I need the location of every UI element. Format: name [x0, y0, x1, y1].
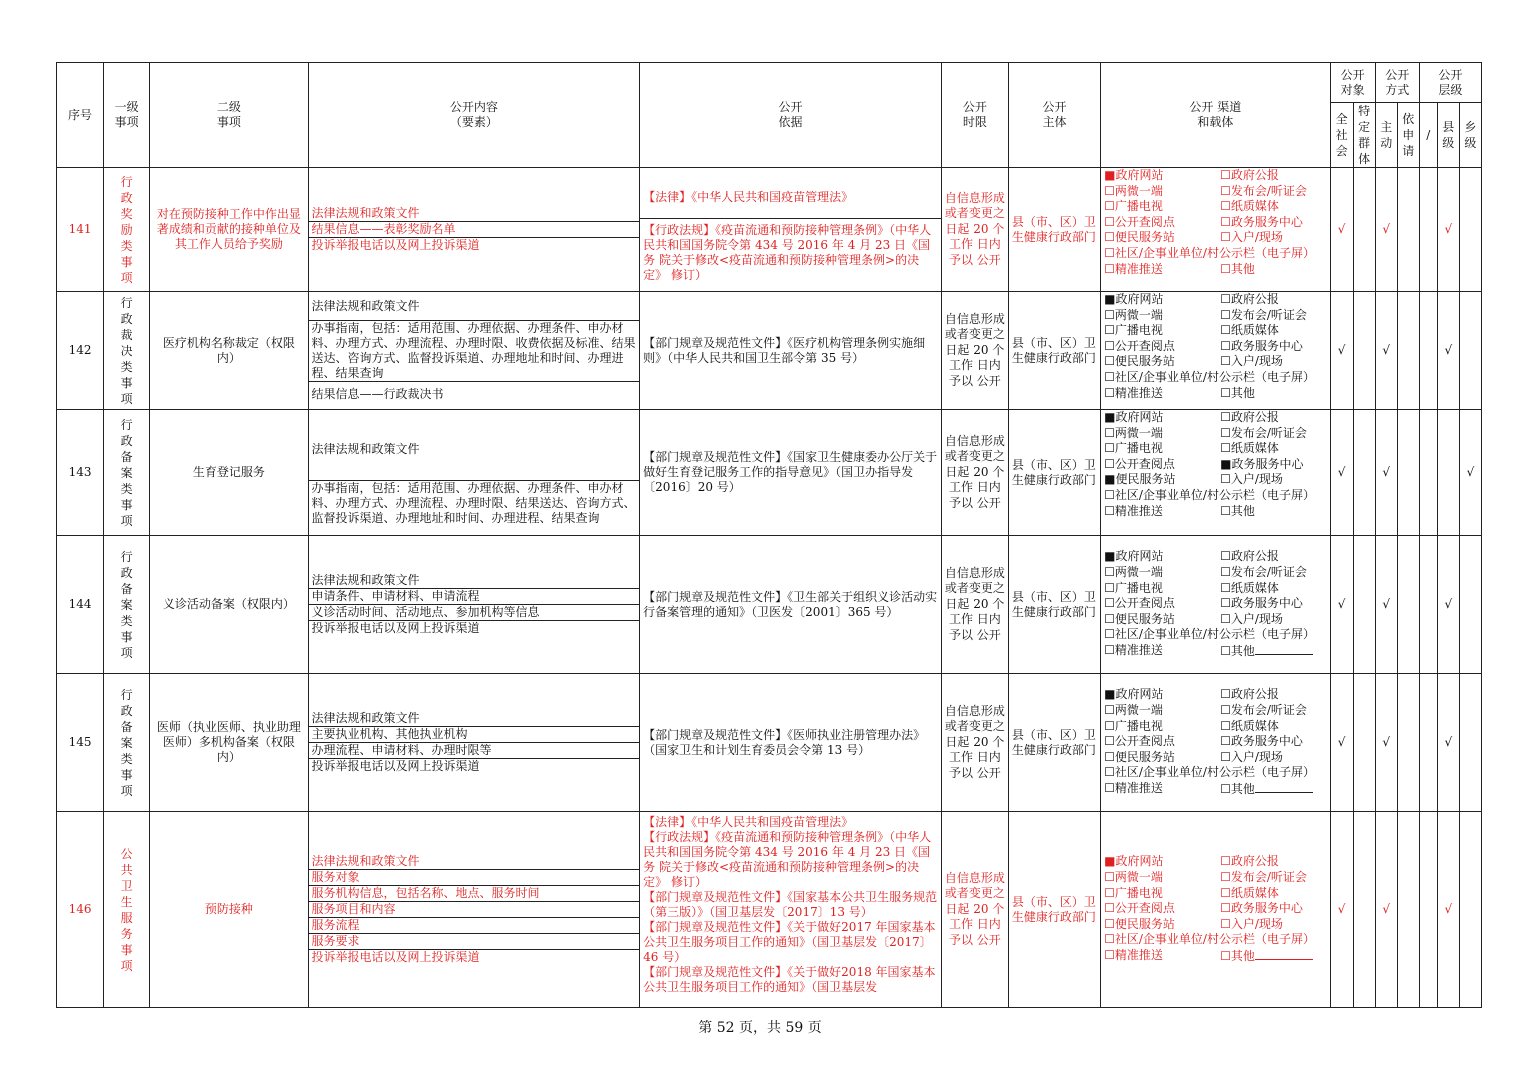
- row-level1: 行政备案类事项: [104, 410, 150, 536]
- channel-option: ☐广播电视: [1104, 718, 1163, 733]
- table-row: [57, 292, 1482, 410]
- check-active: √: [1375, 410, 1397, 536]
- channel-option: ☐公开查阅点: [1104, 456, 1175, 471]
- table-row: [57, 674, 1482, 812]
- row-seq: 143: [57, 410, 104, 536]
- row-level1: 行政奖励类事项: [104, 168, 150, 292]
- header-seq: 序号: [57, 63, 104, 168]
- channel-option: ☐广播电视: [1104, 323, 1163, 338]
- channel-option: ☐纸质媒体: [1220, 580, 1279, 595]
- check-slash-col: [1419, 536, 1437, 674]
- check-request: [1397, 292, 1419, 410]
- channel-option: ☐公开查阅点: [1104, 214, 1175, 229]
- row-time-limit: 自信息形成或者变更之日起 20 个工作 日内予以 公开: [941, 674, 1008, 812]
- check-specific: [1353, 410, 1375, 536]
- basis-item: 【部门规章及规范性文件】《国家基本公共卫生服务规范（第三版）》（国卫基层发〔2017〕13 号）: [643, 890, 938, 919]
- row-time-limit: 自信息形成或者变更之日起 20 个工作 日内予以 公开: [941, 292, 1008, 410]
- channel-option: ■政府网站: [1104, 168, 1164, 182]
- row-basis: [640, 410, 942, 536]
- content-item: 结果信息——表彰奖励名单: [309, 222, 640, 238]
- row-subject: 县（市、区）卫 生健康行政部门: [1008, 292, 1100, 410]
- check-active: √: [1375, 812, 1397, 1008]
- row-contents: [308, 812, 640, 1008]
- table-row: [57, 536, 1482, 674]
- check-slash-col: [1419, 674, 1437, 812]
- channel-option: ☐政府公报: [1220, 687, 1279, 702]
- channel-option: ☐公开查阅点: [1104, 901, 1175, 916]
- basis-item: 【部门规章及规范性文件】《医疗机构管理条例实施细则》（中华人民共和国卫生部令第 35 号）: [643, 335, 926, 365]
- row-subject: 县（市、区）卫 生健康行政部门: [1008, 168, 1100, 292]
- header-subject: 公开主体: [1008, 63, 1100, 168]
- check-town: √: [1459, 410, 1481, 536]
- row-contents: [308, 674, 640, 812]
- header-level2: 二级事项: [150, 63, 308, 168]
- page-footer: 第 52 页，共 59 页: [698, 1020, 822, 1036]
- channel-option: ☐政务服务中心: [1220, 596, 1303, 611]
- channel-option: ☐发布会/听证会: [1220, 703, 1307, 718]
- basis-item: 【行政法规】《疫苗流通和预防接种管理条例》（中华人民共和国国务院令第 434 号 2016 年 4 月 23 日《国务 院关于修改<疫苗流通和预防接种管理条例>的决定》 修订）: [643, 222, 932, 282]
- check-all-society: √: [1330, 168, 1353, 292]
- channel-option: ■政府网站: [1104, 854, 1164, 869]
- basis-item: 【部门规章及规范性文件】《医师执业注册管理办法》（国家卫生和计划生育委员会令第 13 号）: [643, 727, 926, 757]
- channel-option: ☐广播电视: [1104, 199, 1163, 214]
- channel-option: ☐其他: [1220, 781, 1330, 798]
- header-basis: 公开依据: [640, 63, 942, 168]
- row-seq: 142: [57, 292, 104, 410]
- check-specific: [1353, 168, 1375, 292]
- row-basis: [640, 812, 942, 1008]
- table-row: [57, 812, 1482, 1008]
- content-item: 投诉举报电话以及网上投诉渠道: [311, 759, 480, 773]
- table-row: [57, 168, 1482, 292]
- content-item: 办理流程、申请材料、办理时限等: [309, 743, 640, 759]
- row-contents: [308, 410, 640, 536]
- header-target-all: 全社会: [1330, 103, 1353, 168]
- check-all-society: √: [1330, 536, 1353, 674]
- row-channels: [1101, 812, 1330, 1008]
- row-level1: 行政裁决类事项: [104, 292, 150, 410]
- header-content: 公开内容（要素）: [308, 63, 640, 168]
- check-request: [1397, 674, 1419, 812]
- content-item: 服务机构信息，包括名称、地点、服务时间: [309, 886, 640, 902]
- channel-option: ☐发布会/听证会: [1220, 307, 1307, 322]
- channel-option: ☐政府公报: [1220, 549, 1279, 564]
- channel-option: ☐公开查阅点: [1104, 734, 1175, 749]
- check-active: √: [1375, 292, 1397, 410]
- row-time-limit: 自信息形成或者变更之日起 20 个工作 日内予以 公开: [941, 410, 1008, 536]
- channel-option: ☐两微一端: [1104, 183, 1163, 198]
- check-request: [1397, 812, 1419, 1008]
- channel-option: ☐社区/企事业单位/村公示栏（电子屏）: [1104, 627, 1315, 642]
- content-item: 投诉举报电话以及网上投诉渠道: [311, 621, 480, 635]
- row-channels: [1101, 292, 1330, 410]
- header-target-group: 公开对象: [1330, 63, 1375, 103]
- channel-option: ☐广播电视: [1104, 885, 1163, 900]
- channel-option: ☐政府公报: [1220, 292, 1279, 306]
- content-item: 投诉举报电话以及网上投诉渠道: [311, 950, 480, 964]
- channel-option: ☐政府公报: [1220, 854, 1279, 869]
- check-town: [1459, 536, 1481, 674]
- basis-item: 【法律】《中华人民共和国疫苗管理法》: [643, 815, 854, 829]
- channel-option: ☐发布会/听证会: [1220, 425, 1307, 440]
- check-all-society: √: [1330, 812, 1353, 1008]
- check-county: √: [1437, 168, 1459, 292]
- row-channels: [1101, 536, 1330, 674]
- row-basis: [640, 292, 942, 410]
- channel-option: ☐政务服务中心: [1220, 338, 1303, 353]
- header-level-county: 县级: [1437, 103, 1459, 168]
- row-level1: 公共卫生服务事项: [104, 812, 150, 1008]
- channel-option: ☐入户/现场: [1220, 472, 1283, 487]
- channel-option: ☐精准推送: [1104, 261, 1163, 276]
- channel-option: ☐其他: [1220, 948, 1330, 965]
- check-slash-col: [1419, 292, 1437, 410]
- channel-option: ☐两微一端: [1104, 425, 1163, 440]
- channel-option: ■便民服务站: [1104, 472, 1176, 487]
- channel-option: ☐入户/现场: [1220, 916, 1283, 931]
- header-target-specific: 特定群体: [1353, 103, 1375, 168]
- content-item: 办事指南，包括：适用范围、办理依据、办理条件、申办材料、办理方式、办理流程、办理时限、收费依据及标准、结果送达、咨询方式、监督投诉渠道、办理地址和时间、办理进程、结果查询: [309, 320, 640, 381]
- content-item: 法律法规和政策文件: [309, 294, 640, 320]
- channel-option: ☐发布会/听证会: [1220, 870, 1307, 885]
- content-item: 法律法规和政策文件: [309, 419, 640, 481]
- content-item: 法律法规和政策文件: [309, 711, 640, 727]
- row-level2: 医师（执业医师、执业助理医师）多机构备案（权限内）: [150, 674, 308, 812]
- channel-option: ■政府网站: [1104, 687, 1164, 702]
- row-subject: 县（市、区）卫 生健康行政部门: [1008, 536, 1100, 674]
- row-seq: 141: [57, 168, 104, 292]
- channel-option: ■政府网站: [1104, 410, 1164, 424]
- check-county: √: [1437, 292, 1459, 410]
- check-active: √: [1375, 674, 1397, 812]
- row-level2: 生育登记服务: [150, 410, 308, 536]
- channel-option: ☐社区/企事业单位/村公示栏（电子屏）: [1104, 765, 1315, 780]
- disclosure-table: [56, 62, 1482, 1008]
- channel-option: ☐入户/现场: [1220, 749, 1283, 764]
- channel-option: ☐精准推送: [1104, 780, 1163, 795]
- channel-option: ■政府网站: [1104, 292, 1164, 306]
- check-slash-col: [1419, 168, 1437, 292]
- row-channels: [1101, 168, 1330, 292]
- row-time-limit: 自信息形成或者变更之日起 20 个工作 日内予以 公开: [941, 168, 1008, 292]
- check-active: √: [1375, 536, 1397, 674]
- channel-option: ☐纸质媒体: [1220, 199, 1279, 214]
- header-slash: /: [1419, 103, 1437, 168]
- channel-option: ☐两微一端: [1104, 703, 1163, 718]
- content-item: 义诊活动时间、活动地点、参加机构等信息: [309, 605, 640, 621]
- channel-option: ☐两微一端: [1104, 565, 1163, 580]
- channel-option: ☐纸质媒体: [1220, 441, 1279, 456]
- basis-item: 【法律】《中华人民共和国疫苗管理法》: [640, 176, 941, 218]
- check-slash-col: [1419, 812, 1437, 1008]
- channel-option: ☐两微一端: [1104, 307, 1163, 322]
- header-time-limit: 公开时限: [941, 63, 1008, 168]
- header-channels: 公开 渠道和载体: [1101, 63, 1330, 168]
- channel-option: ☐入户/现场: [1220, 230, 1283, 245]
- channel-option: ☐其他: [1220, 503, 1255, 518]
- content-item: 结果信息——行政裁决书: [311, 386, 444, 401]
- row-subject: 县（市、区）卫 生健康行政部门: [1008, 410, 1100, 536]
- channel-option: ☐其他: [1220, 385, 1255, 400]
- channel-option: ☐社区/企事业单位/村公示栏（电子屏）: [1104, 932, 1315, 947]
- basis-item: 【部门规章及规范性文件】《国家卫生健康委办公厅关于做好生育登记服务工作的指导意见》（国卫办指导发〔2016〕20 号）: [643, 450, 938, 494]
- row-time-limit: 自信息形成或者变更之日起 20 个工作 日内予以 公开: [941, 812, 1008, 1008]
- content-item: 法律法规和政策文件: [309, 206, 640, 222]
- content-item: 服务流程: [309, 918, 640, 934]
- channel-option: ☐纸质媒体: [1220, 323, 1279, 338]
- channel-option: ☐便民服务站: [1104, 230, 1175, 245]
- check-request: [1397, 410, 1419, 536]
- check-all-society: √: [1330, 674, 1353, 812]
- basis-item: 【行政法规】《疫苗流通和预防接种管理条例》（中华人民共和国国务院令第 434 号 2016 年 4 月 23 日《国务 院关于修改<疫苗流通和预防接种管理条例>的决定》 修订）: [643, 830, 932, 889]
- disclosure-table-sheet: [56, 62, 1482, 1012]
- channel-option: ☐精准推送: [1104, 947, 1163, 962]
- check-active: √: [1375, 168, 1397, 292]
- content-item: 申请条件、申请材料、申请流程: [309, 589, 640, 605]
- content-item: 办事指南，包括：适用范围、办理依据、办理条件、申办材料、办理方式、办理流程、办理时限、结果送达、咨询方式、监督投诉渠道、办理地址和时间、办理进程、结果查询: [311, 481, 636, 526]
- row-level2: 对在预防接种工作中作出显著成绩和贡献的接种单位及其工作人员给予奖励: [150, 168, 308, 292]
- channel-option: ☐便民服务站: [1104, 749, 1175, 764]
- channel-option: ☐政务服务中心: [1220, 901, 1303, 916]
- channel-option: ☐政府公报: [1220, 168, 1279, 182]
- channel-option: ☐精准推送: [1104, 503, 1163, 518]
- content-item: 法律法规和政策文件: [309, 573, 640, 589]
- basis-item: 【部门规章及规范性文件】《关于做好2017 年国家基本公共卫生服务项目工作的通知》（国卫基层发〔2017〕46 号）: [643, 920, 936, 964]
- content-item: 服务对象: [309, 870, 640, 886]
- check-slash-col: [1419, 410, 1437, 536]
- row-time-limit: 自信息形成或者变更之日起 20 个工作 日内予以 公开: [941, 536, 1008, 674]
- channel-option: ☐其他: [1220, 261, 1255, 276]
- channel-option: ☐发布会/听证会: [1220, 183, 1307, 198]
- row-seq: 144: [57, 536, 104, 674]
- check-county: √: [1437, 536, 1459, 674]
- check-county: [1437, 410, 1459, 536]
- row-level2: 预防接种: [150, 812, 308, 1008]
- channel-option: ■政务服务中心: [1220, 456, 1304, 471]
- check-specific: [1353, 674, 1375, 812]
- check-county: √: [1437, 812, 1459, 1008]
- channel-option: ☐社区/企事业单位/村公示栏（电子屏）: [1104, 369, 1315, 384]
- channel-option: ☐纸质媒体: [1220, 885, 1279, 900]
- check-specific: [1353, 536, 1375, 674]
- check-town: [1459, 674, 1481, 812]
- row-channels: [1101, 410, 1330, 536]
- channel-option: ☐便民服务站: [1104, 611, 1175, 626]
- channel-option: ☐政务服务中心: [1220, 214, 1303, 229]
- row-channels: [1101, 674, 1330, 812]
- check-specific: [1353, 292, 1375, 410]
- row-basis: [640, 674, 942, 812]
- row-subject: 县（市、区）卫 生健康行政部门: [1008, 674, 1100, 812]
- row-contents: [308, 292, 640, 410]
- channel-option: ☐便民服务站: [1104, 354, 1175, 369]
- row-level2: 医疗机构名称裁定（权限内）: [150, 292, 308, 410]
- content-item: 投诉举报电话以及网上投诉渠道: [311, 238, 480, 252]
- row-level2: 义诊活动备案（权限内）: [150, 536, 308, 674]
- channel-option: ☐便民服务站: [1104, 916, 1175, 931]
- check-specific: [1353, 812, 1375, 1008]
- header-level-group: 公开层级: [1419, 63, 1481, 103]
- channel-option: ☐广播电视: [1104, 580, 1163, 595]
- header-level1: 一级事项: [104, 63, 150, 168]
- check-town: [1459, 292, 1481, 410]
- channel-option: ☐精准推送: [1104, 385, 1163, 400]
- row-seq: 146: [57, 812, 104, 1008]
- check-county: √: [1437, 674, 1459, 812]
- row-subject: 县（市、区）卫 生健康行政部门: [1008, 812, 1100, 1008]
- channel-option: ■政府网站: [1104, 549, 1164, 564]
- row-basis: [640, 536, 942, 674]
- channel-option: ☐社区/企事业单位/村公示栏（电子屏）: [1104, 245, 1315, 260]
- table-row: [57, 410, 1482, 536]
- channel-option: ☐政务服务中心: [1220, 734, 1303, 749]
- header-mode-group: 公开方式: [1375, 63, 1419, 103]
- channel-option: ☐入户/现场: [1220, 354, 1283, 369]
- channel-option: ☐公开查阅点: [1104, 338, 1175, 353]
- row-level1: 行政备案类事项: [104, 536, 150, 674]
- channel-option: ☐入户/现场: [1220, 611, 1283, 626]
- row-contents: [308, 168, 640, 292]
- channel-option: ☐公开查阅点: [1104, 596, 1175, 611]
- content-item: 法律法规和政策文件: [309, 854, 640, 870]
- row-seq: 145: [57, 674, 104, 812]
- channel-option: ☐社区/企事业单位/村公示栏（电子屏）: [1104, 487, 1315, 502]
- channel-option: ☐精准推送: [1104, 642, 1163, 657]
- check-town: [1459, 168, 1481, 292]
- row-contents: [308, 536, 640, 674]
- basis-item: 【部门规章及规范性文件】《关于做好2018 年国家基本公共卫生服务项目工作的通知》（国卫基层发: [643, 965, 936, 994]
- channel-option: ☐发布会/听证会: [1220, 565, 1307, 580]
- channel-option: ☐两微一端: [1104, 870, 1163, 885]
- row-level1: 行政备案类事项: [104, 674, 150, 812]
- basis-item: 【部门规章及规范性文件】《卫生部关于组织义诊活动实行备案管理的通知》（卫医发〔2001〕365 号）: [643, 589, 938, 619]
- content-item: 服务要求: [309, 934, 640, 950]
- channel-option: ☐广播电视: [1104, 441, 1163, 456]
- channel-option: ☐政府公报: [1220, 410, 1279, 424]
- content-item: 主要执业机构、其他执业机构: [309, 727, 640, 743]
- channel-option: ☐其他: [1220, 643, 1330, 660]
- check-all-society: √: [1330, 410, 1353, 536]
- header-mode-active: 主动: [1375, 103, 1397, 168]
- header-level-town: 乡级: [1459, 103, 1481, 168]
- content-item: 服务项目和内容: [309, 902, 640, 918]
- channel-option: ☐纸质媒体: [1220, 718, 1279, 733]
- check-request: [1397, 536, 1419, 674]
- check-town: [1459, 812, 1481, 1008]
- check-request: [1397, 168, 1419, 292]
- check-all-society: √: [1330, 292, 1353, 410]
- row-basis: [640, 168, 942, 292]
- header-mode-request: 依申请: [1397, 103, 1419, 168]
